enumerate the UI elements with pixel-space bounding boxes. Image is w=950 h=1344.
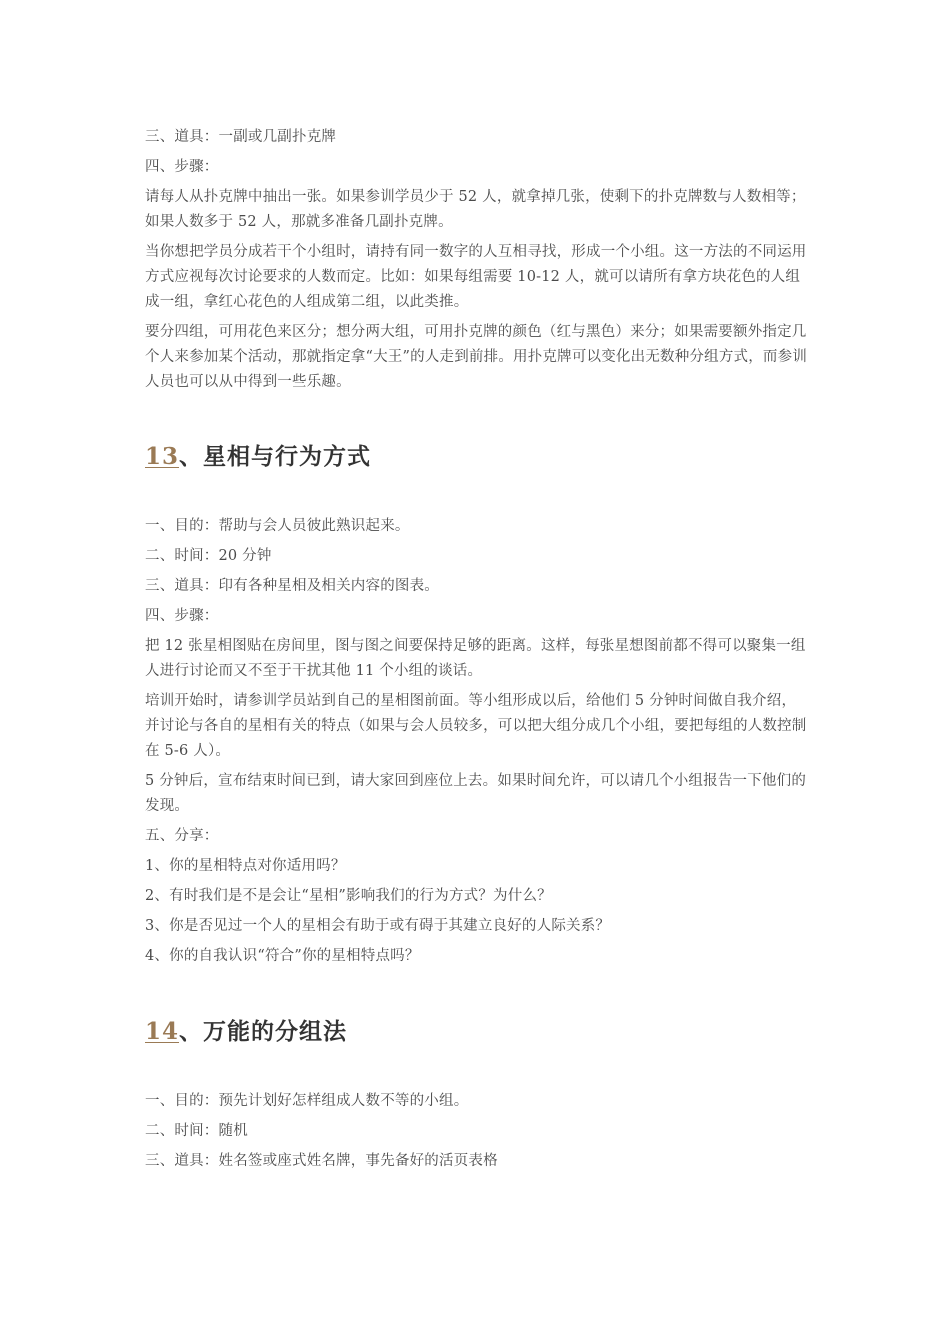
s13-purpose: 一、目的：帮助与会人员彼此熟识起来。 [145,518,410,534]
steps-label: 四、步骤： [145,159,219,175]
spacer [145,472,810,514]
steps-paragraph-3: 要分四组，可用花色来区分；想分两大组，可用扑克牌的颜色（红与黑色）来分；如果需要额外指定几个人来参加某个活动，那就指定拿“大王”的人走到前排。用扑克牌可以变化出无数种分组方式，而参训人员也可以从中得到一些乐趣。 [145,324,808,390]
s13-time: 二、时间：20 分钟 [145,548,272,564]
s13-steps-paragraph-1: 把 12 张星相图贴在房间里，图与图之间要保持足够的距离。这样，每张星想图前都不得可以聚集一组人进行讨论而又不至于干扰其他 11 个小组的谈话。 [145,638,806,679]
document-body [145,125,810,1179]
s13-steps-label: 四、步骤： [145,608,219,624]
s13-share-label: 五、分享： [145,828,219,844]
section-13-heading [145,442,810,472]
s14-time: 二、时间：随机 [145,1123,248,1139]
section-13-number-link[interactable]: 13 [145,443,180,470]
section-13-title: 、星相与行为方式 [179,443,372,470]
s13-share-item-1: 1、你的星相特点对你适用吗？ [145,858,346,874]
section-14-number-link[interactable]: 14 [145,1018,180,1045]
spacer [145,974,810,1017]
section-14-heading [145,1017,810,1047]
spacer [145,400,810,442]
s13-steps-paragraph-3: 5 分钟后，宣布结束时间已到，请大家回到座位上去。如果时间允许，可以请几个小组报告一下他们的发现。 [145,773,807,814]
steps-paragraph-2: 当你想把学员分成若干个小组时，请持有同一数字的人互相寻找，形成一个小组。这一方法的不同运用方式应视每次讨论要求的人数而定。比如：如果每组需要 10-12 人，就可以请所有拿方块花色的人组成一组，拿红心花色的人组成第二组，以此类推。 [145,244,807,310]
s13-share-item-4: 4、你的自我认识“符合”你的星相特点吗？ [145,948,420,964]
s13-share-item-2: 2、有时我们是不是会让“星相”影响我们的行为方式？为什么？ [145,888,552,904]
s13-steps-paragraph-2: 培训开始时，请参训学员站到自己的星相图前面。等小组形成以后，给他们 5 分钟时间做自我介绍，并讨论与各自的星相有关的特点（如果与会人员较多，可以把大组分成几个小组，要把每组的人数控制在 5-6 人）。 [145,693,807,759]
spacer [145,1047,810,1089]
section-14-title: 、万能的分组法 [179,1018,348,1045]
s14-props: 三、道具：姓名签或座式姓名牌，事先备好的活页表格 [145,1153,498,1169]
s13-props: 三、道具：印有各种星相及相关内容的图表。 [145,578,439,594]
props-line: 三、道具：一副或几副扑克牌 [145,129,337,145]
s14-purpose: 一、目的：预先计划好怎样组成人数不等的小组。 [145,1093,469,1109]
steps-paragraph-1: 请每人从扑克牌中抽出一张。如果参训学员少于 52 人，就拿掉几张，使剩下的扑克牌数与人数相等；如果人数多于 52 人，那就多准备几副扑克牌。 [145,189,806,230]
s13-share-item-3: 3、你是否见过一个人的星相会有助于或有碍于其建立良好的人际关系？ [145,918,611,934]
